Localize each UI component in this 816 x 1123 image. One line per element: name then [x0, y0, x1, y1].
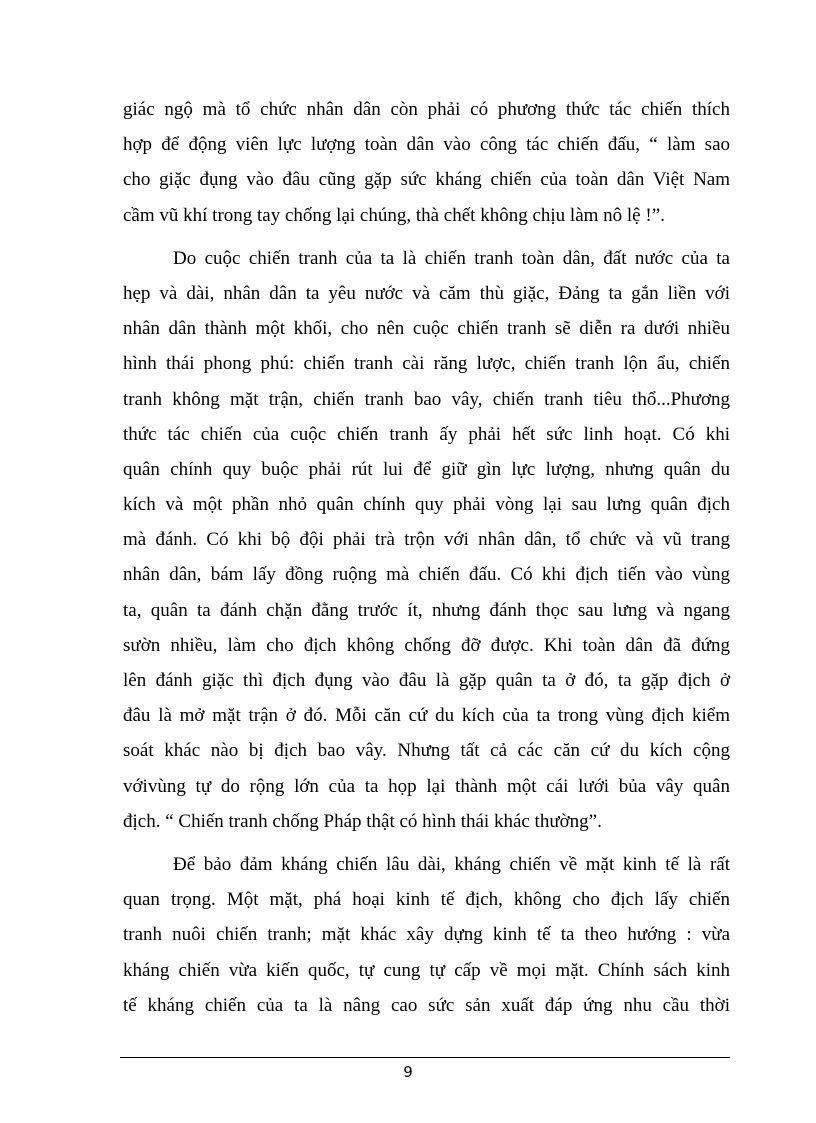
paragraph-3 — [123, 847, 730, 1023]
text-line: cho giặc đụng vào đâu cũng gặp sức kháng chiến của toàn dân Việt Nam — [123, 169, 730, 191]
text-line: cầm vũ khí trong tay chống lại chúng, thà chết không chịu làm nô lệ !”. — [123, 204, 665, 226]
text-line: nhân dân, bám lấy đồng ruộng mà chiến đấu. Có khi địch tiến vào vùng — [123, 564, 730, 586]
text-line: soát khác nào bị địch bao vây. Nhưng tất cả các căn cứ du kích cộng — [123, 740, 730, 762]
text-line: mà đánh. Có khi bộ đội phải trà trộn với nhân dân, tổ chức và vũ trang — [123, 529, 730, 551]
text-line: tranh nuôi chiến tranh; mặt khác xây dựng kinh tế ta theo hướng : vừa — [123, 924, 730, 946]
text-line: vớivùng tự do rộng lớn của ta họp lại thành một cái lưới bủa vây quân — [123, 775, 730, 797]
paragraph-1 — [123, 92, 730, 233]
paragraph-spacer — [123, 839, 730, 847]
text-line: sườn nhiều, làm cho địch không chống đỡ được. Khi toàn dân đã đứng — [123, 634, 730, 656]
text-line: hẹp và dài, nhân dân ta yêu nước và căm thù giặc, Đảng ta gắn liền với — [123, 282, 730, 304]
text-line: ta, quân ta đánh chặn đằng trước ít, nhưng đánh thọc sau lưng và ngang — [123, 599, 730, 621]
text-line: tranh không mặt trận, chiến tranh bao vây, chiến tranh tiêu thổ...Phương — [123, 388, 730, 410]
body-text — [123, 92, 730, 1023]
text-line: lên đánh giặc thì địch đụng vào đâu là gặp quân ta ở đó, ta gặp địch ở — [123, 670, 730, 691]
text-line: quan trọng. Một mặt, phá hoại kinh tế địch, không cho địch lấy chiến — [123, 889, 730, 911]
page-number: 9 — [403, 1063, 413, 1081]
text-line: kháng chiến vừa kiến quốc, tự cung tự cấp về mọi mặt. Chính sách kinh — [123, 959, 730, 981]
text-line: đâu là mở mặt trận ở đó. Mỗi căn cứ du kích của ta trong vùng địch kiểm — [123, 705, 730, 727]
text-line: địch. “ Chiến tranh chống Pháp thật có hình thái khác thường”. — [123, 810, 602, 832]
text-line: nhân dân thành một khối, cho nên cuộc chiến tranh sẽ diễn ra dưới nhiều — [123, 318, 730, 340]
paragraph-spacer — [123, 233, 730, 241]
text-line: kích và một phần nhỏ quân chính quy phải vòng lại sau lưng quân địch — [123, 494, 730, 516]
text-line: hình thái phong phú: chiến tranh cài răng lược, chiến tranh lộn ẩu, chiến — [123, 353, 730, 375]
footer-divider — [120, 1057, 730, 1058]
paragraph-2 — [123, 241, 730, 839]
text-line: hợp để động viên lực lượng toàn dân vào công tác chiến đấu, “ làm sao — [123, 134, 730, 156]
text-line: Do cuộc chiến tranh của ta là chiến tranh toàn dân, đất nước của ta — [173, 247, 730, 269]
text-line: Để bảo đảm kháng chiến lâu dài, kháng chiến về mặt kinh tế là rất — [173, 853, 730, 875]
text-line: giác ngộ mà tổ chức nhân dân còn phải có phương thức tác chiến thích — [123, 99, 730, 120]
text-line: quân chính quy buộc phải rút lui để giữ gìn lực lượng, nhưng quân du — [123, 458, 730, 480]
text-line: thức tác chiến của cuộc chiến tranh ấy phải hết sức linh hoạt. Có khi — [123, 423, 730, 445]
text-line: tế kháng chiến của ta là nâng cao sức sản xuất đáp ứng nhu cầu thời — [123, 994, 730, 1016]
